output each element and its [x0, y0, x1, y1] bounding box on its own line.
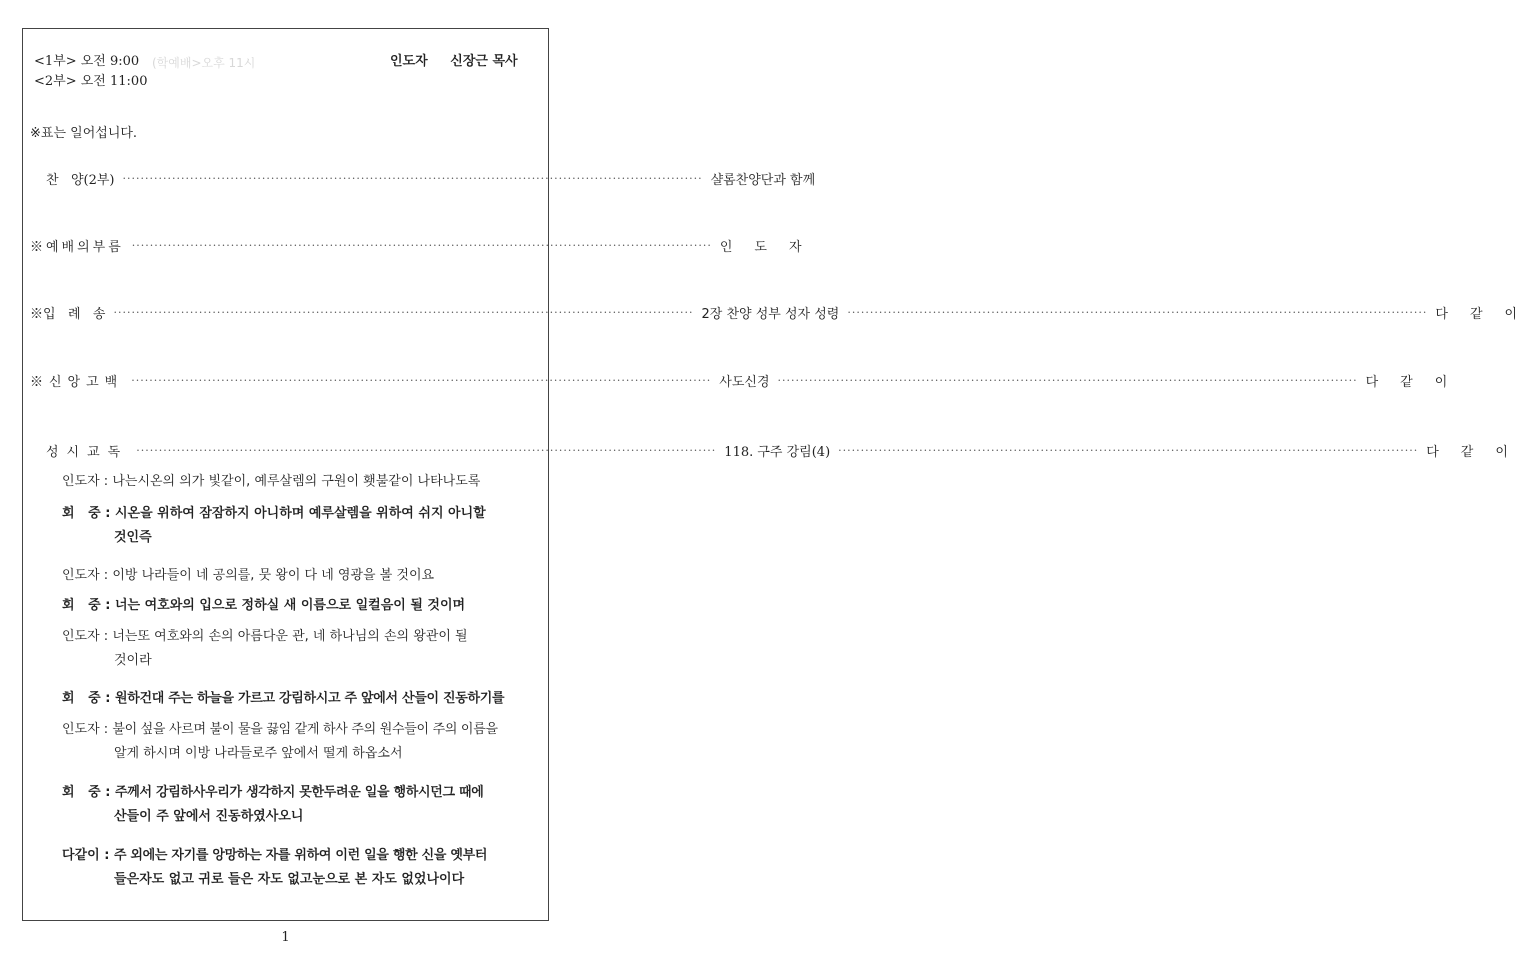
- litany-text: 원하건대 주는 하늘을 가르고 강림하시고 주 앞에서 산들이 진동하기를: [114, 691, 505, 706]
- service-time-2: <2부> 오전 11:00: [34, 74, 148, 89]
- litany-speaker: 회 중 :: [62, 506, 115, 521]
- litany-line: [62, 568, 532, 584]
- litany-text-cont: 들은자도 없고 귀로 들은 자도 없고눈으로 본 자도 없었나이다: [114, 872, 465, 887]
- order-label: 찬 양(2부): [46, 172, 115, 188]
- order-value: 다같이: [1365, 374, 1470, 390]
- order-label: ※예배의부름: [30, 239, 124, 255]
- order-value: 인도자: [719, 239, 824, 255]
- order-row-praise: [46, 168, 816, 188]
- litany-text: 이방 나라들이 네 공의를, 뭇 왕이 다 네 영광을 볼 것이요: [112, 568, 435, 583]
- litany-speaker: 인도자 :: [62, 474, 113, 489]
- litany-line: [62, 598, 532, 614]
- litany-speaker: 회 중 :: [62, 785, 115, 800]
- litany-speaker: 회 중 :: [62, 598, 115, 613]
- page-number: 1: [281, 930, 290, 945]
- standing-note: ※표는 일어섭니다.: [30, 126, 138, 141]
- order-label: 성시교독: [46, 444, 129, 460]
- order-value: 다같이: [1426, 444, 1530, 460]
- service-time-faint: (학예배>오후 11시: [152, 56, 256, 70]
- litany-speaker: 인도자 :: [62, 722, 113, 737]
- order-label: ※신앙고백: [30, 374, 124, 390]
- litany-line: [62, 722, 532, 761]
- order-label: ※입 례 송: [30, 306, 106, 322]
- leader-dots: [838, 444, 1418, 457]
- order-middle: 사도신경: [719, 374, 770, 390]
- litany-line: [62, 474, 532, 490]
- leader-dots: [132, 239, 712, 252]
- litany-text: 너는또 여호와의 손의 아름다운 관, 네 하나님의 손의 왕관이 될: [112, 629, 468, 644]
- litany-text: 불이 섶을 사르며 불이 물을 끓임 같게 하사 주의 원수들이 주의 이름을: [112, 722, 498, 737]
- litany-text-cont: 것이라: [114, 653, 152, 668]
- litany-line: [62, 691, 532, 707]
- litany-speaker: 다같이 :: [62, 848, 114, 863]
- order-middle: 2장 찬양 성부 성자 성령: [701, 306, 840, 322]
- leader-dots: [131, 374, 711, 387]
- order-row-hymn: [30, 302, 1539, 322]
- leader-dots: [778, 374, 1358, 387]
- litany-text: 나는시온의 의가 빛같이, 예루살렘의 구원이 횃불같이 나타나도록: [112, 474, 481, 489]
- litany-speaker: 회 중 :: [62, 691, 115, 706]
- litany-text: 시온을 위하여 잠잠하지 아니하며 예루살렘을 위하여 쉬지 아니할: [114, 506, 486, 521]
- leader-dots: [123, 172, 703, 185]
- service-time-1: <1부> 오전 9:00: [34, 54, 140, 69]
- leader-dots: [847, 306, 1427, 319]
- order-row-creed: [30, 370, 1470, 390]
- litany-text: 너는 여호와의 입으로 정하실 새 이름으로 일컬음이 될 것이며: [114, 598, 466, 613]
- order-value: 샬롬찬양단과 함께: [710, 172, 816, 188]
- litany-text-cont: 알게 하시며 이방 나라들로주 앞에서 떨게 하옵소서: [114, 746, 403, 761]
- litany-text-cont: 산들이 주 앞에서 진동하였사오니: [114, 809, 304, 824]
- order-row-call: [30, 235, 824, 255]
- litany-line: [62, 785, 532, 824]
- leader-dots: [113, 306, 693, 319]
- litany-line: [62, 629, 532, 668]
- leader-label: 인도자 신장근 목사: [390, 54, 518, 69]
- litany-text: 주께서 강림하사우리가 생각하지 못한두려운 일을 행하시던그 때에: [114, 785, 484, 800]
- litany-speaker: 인도자 :: [62, 629, 113, 644]
- order-row-reading: [46, 440, 1530, 460]
- order-middle: 118. 구주 강림(4): [724, 444, 831, 460]
- litany-speaker: 인도자 :: [62, 568, 113, 583]
- litany-text-cont: 것인즉: [114, 530, 152, 545]
- litany-line: [62, 506, 532, 545]
- litany-text: 주 외에는 자기를 앙망하는 자를 위하여 이런 일을 행한 신을 옛부터: [113, 848, 488, 863]
- leader-dots: [136, 444, 716, 457]
- order-value: 다같이: [1435, 306, 1539, 322]
- litany-line: [62, 848, 532, 887]
